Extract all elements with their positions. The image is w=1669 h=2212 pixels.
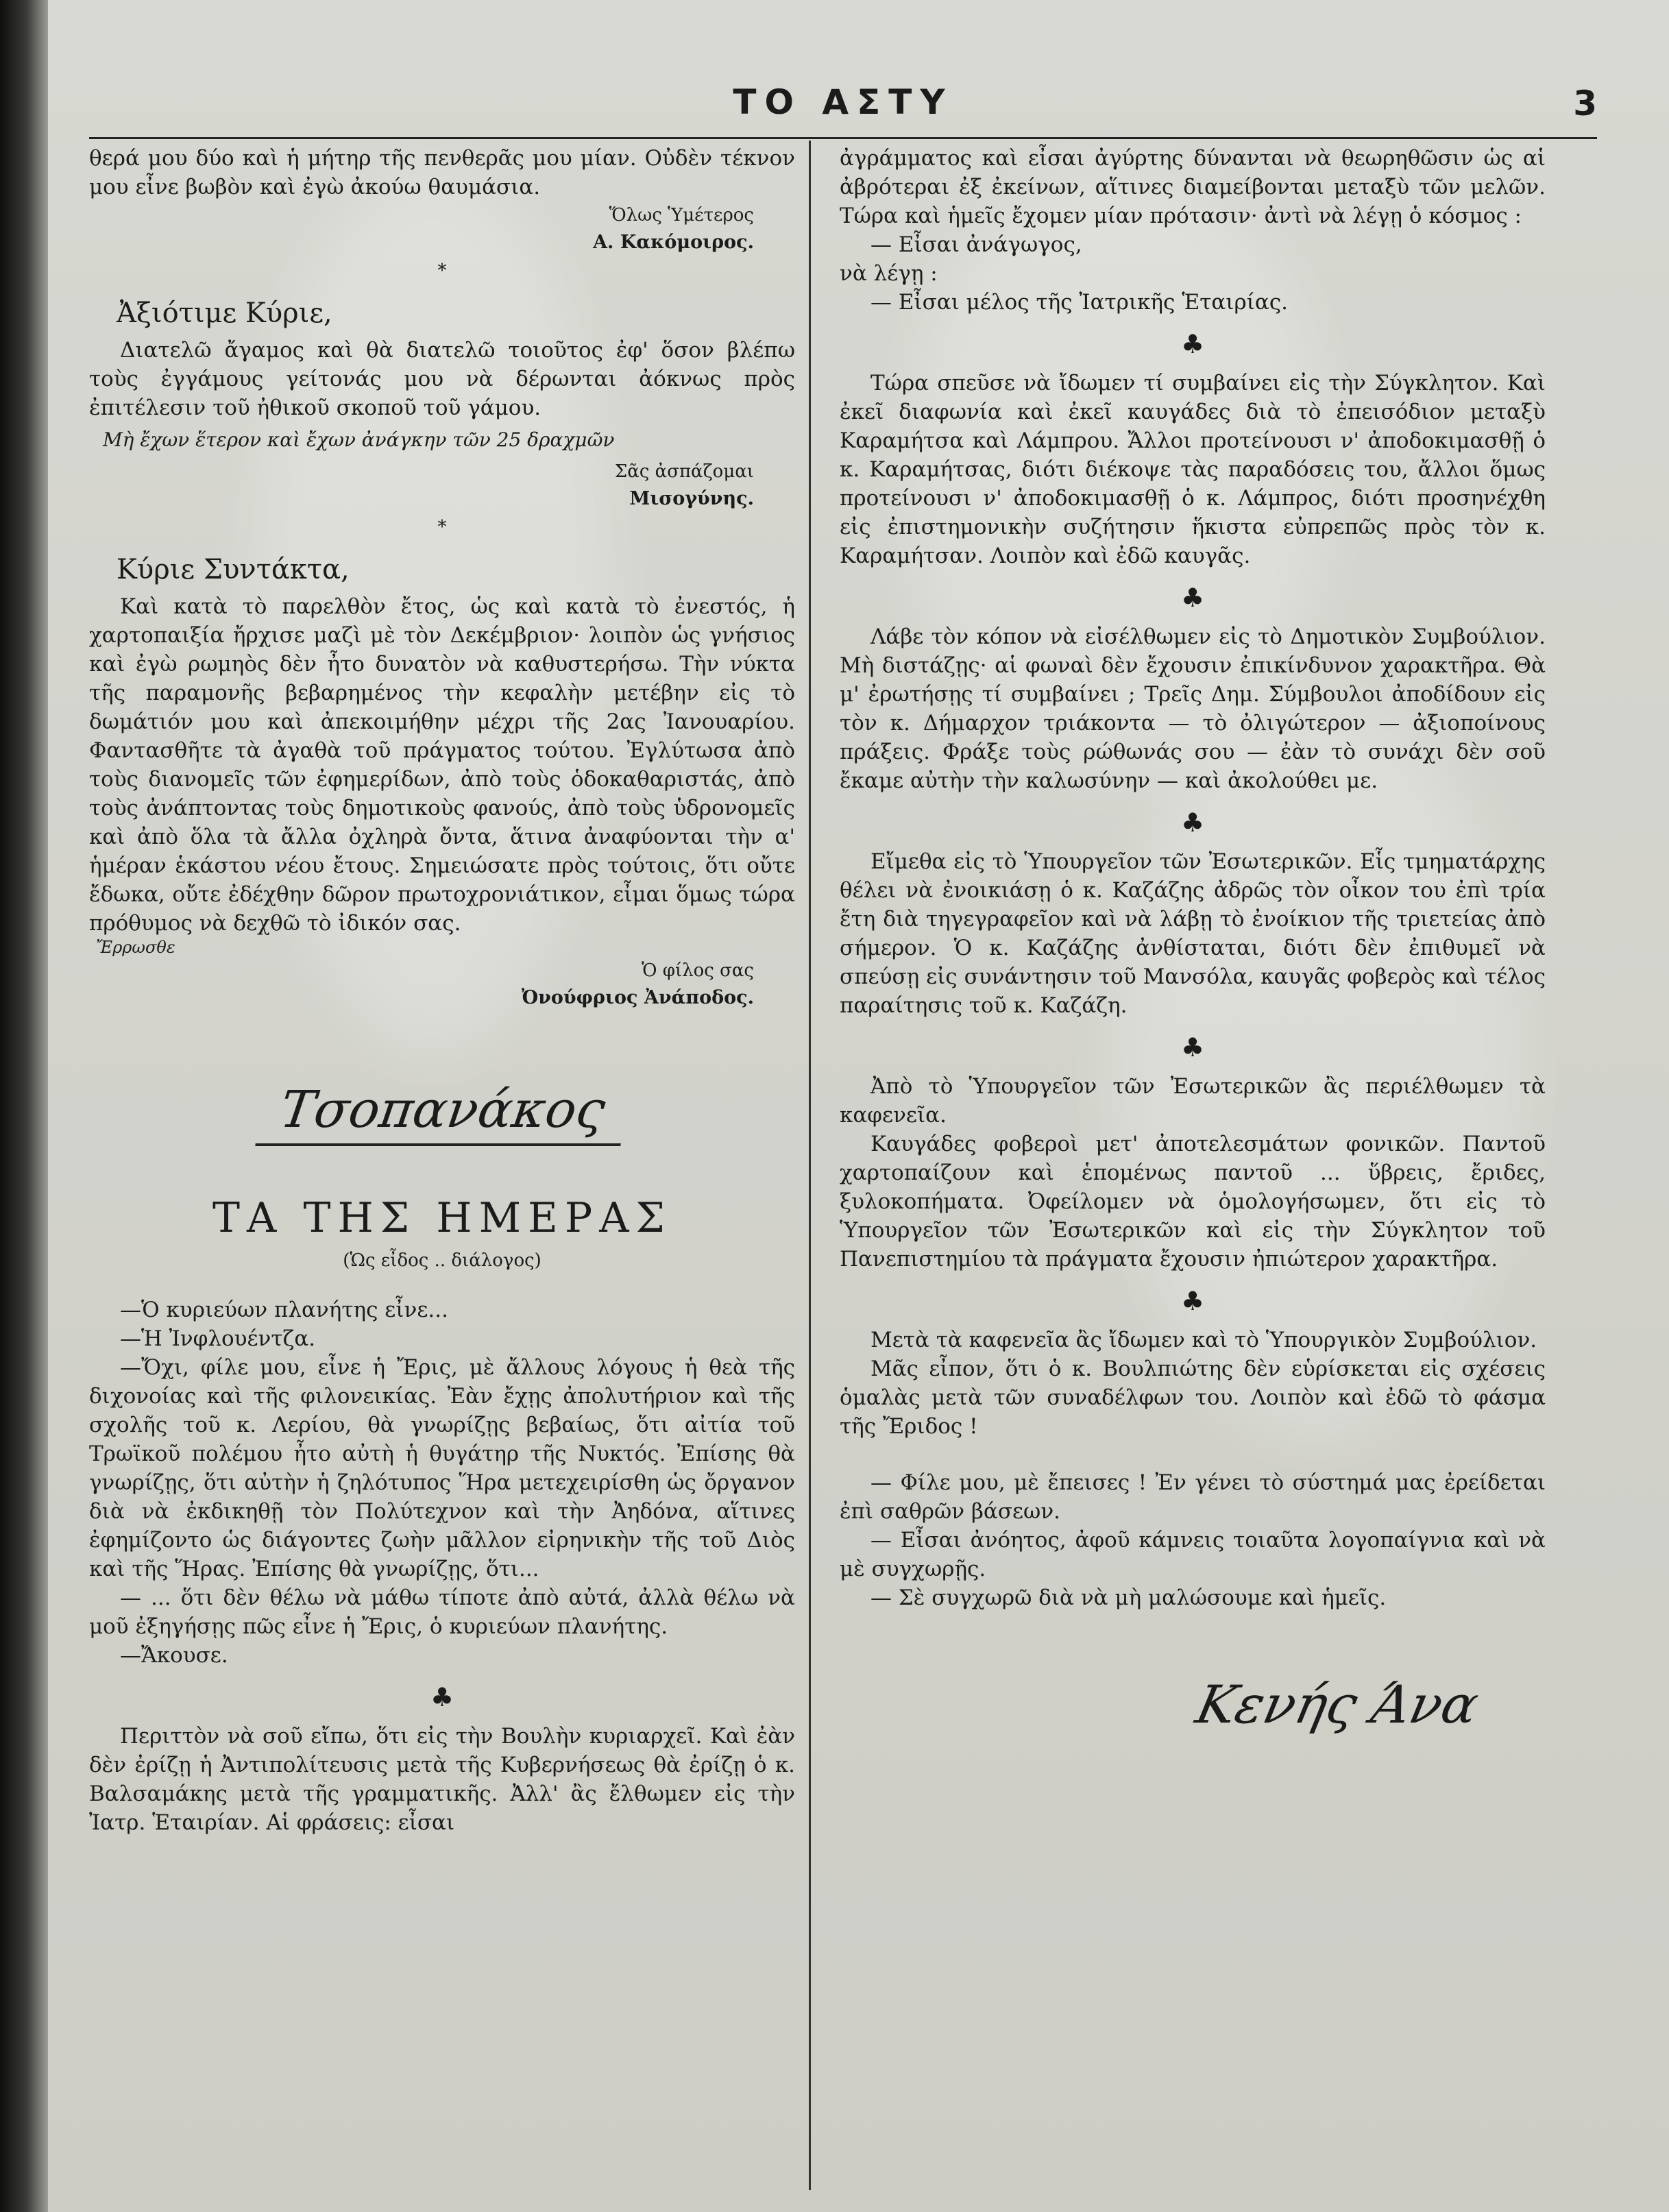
column-divider <box>809 141 811 2190</box>
letter2-author: Μισογύνης. <box>629 488 754 509</box>
cafes-intro: Ἀπὸ τὸ Ὑπουργεῖον τῶν Ἐσωτερικῶν ἂς περιέλθωμεν τὰ καφενεῖα. <box>840 1074 1546 1128</box>
dialogue-line: —Ἡ Ἰνφλουέντζα. <box>120 1326 316 1351</box>
book-binding-edge <box>0 0 48 2212</box>
left-column <box>89 144 795 1837</box>
letter1-body: θερά μου δύο καὶ ἡ μήτηρ τῆς πενθερᾶς μου μίαν. Οὐδὲν τέκνον μου εἶνε βωβὸν καὶ ἐγὼ ἀκούω θαυμάσια. <box>89 146 795 199</box>
section-separator: * <box>437 517 447 537</box>
right-intro: ἀγράμματος καὶ εἶσαι ἀγύρτης δύνανται νὰ θεωρηθῶσιν ὡς αἱ ἀβρότεραι ἐξ ἐκείνων, αἵτινες διαμείβονται μεταξὺ τῶν μελῶν. Τώρα καὶ ἡμεῖς ἔχομεν μίαν πρότασιν· ἀντὶ νὰ λέγῃ ὁ κόσμος : <box>840 146 1546 228</box>
dialogue-line: — Εἶσαι μέλος τῆς Ἰατρικῆς Ἑταιρίας. <box>870 290 1289 315</box>
dialogue-line: — ... ὅτι δὲν θέλω νὰ μάθω τίποτε ἀπὸ αὐτά, ἀλλὰ θέλω νὰ μοῦ ἐξηγήσῃς πῶς εἶνε ἡ Ἔρις, ὁ κυριεύων πλανήτης. <box>89 1585 795 1639</box>
editor-autograph <box>89 1080 795 1146</box>
cabinet-paragraph: Μᾶς εἶπον, ὅτι ὁ κ. Βουλπιώτης δὲν εὑρίσκεται εἰς σχέσεις ὁμαλὰς μετὰ τῶν συναδέλφων του. Λοιπὸν καὶ ἐδῶ τὸ φάσμα τῆς Ἔριδος ! <box>840 1357 1546 1439</box>
header-rule <box>89 137 1597 139</box>
letter2-sign-off: Σᾶς ἀσπάζομαι <box>614 461 754 482</box>
section-subheading: (Ὡς εἶδος .. διάλογος) <box>343 1250 541 1271</box>
dialogue-line: — Φίλε μου, μὲ ἔπεισες ! Ἐν γένει τὸ σύστημά μας ἐρείδεται ἐπὶ σαθρῶν βάσεων. <box>840 1470 1546 1524</box>
club-ornament-icon: ♣ <box>1180 1286 1205 1316</box>
ministry-paragraph: Εἴμεθα εἰς τὸ Ὑπουργεῖον τῶν Ἐσωτερικῶν. Εἷς τμηματάρχης θέλει νὰ ἐνοικιάσῃ ὁ κ. Καζάζης ἀδρῶς τὸν οἶκον του ἐπὶ τρία ἔτη διὰ τηγεγραφεῖον καὶ νὰ λάβῃ τὸ ἐνοίκιον τῆς τριετείας ἀπὸ σήμερον. Ὁ κ. Καζάζης ἀνθίσταται, διότι δὲν ἐπιθυμεῖ νὰ σπεύσῃ εἰς συνάντησιν τοῦ Μανσόλα, καυγᾶς φοβερὸς καὶ τέλος παραίτησις τοῦ κ. Καζάζη. <box>840 849 1546 1018</box>
letter1-sign-off: Ὅλως Ὑμέτερος <box>609 205 754 226</box>
letter3-sign-off: Ὁ φίλος σας <box>642 960 754 981</box>
section-final-paragraph: Περιττὸν νὰ σοῦ εἴπω, ὅτι εἰς τὴν Βουλὴν κυριαρχεῖ. Καὶ ἐὰν δὲν ἐρίζῃ ἡ Ἀντιπολίτευσις μετὰ τῆς Κυβερνήσεως θὰ ἐρίζῃ ὁ κ. Βαλσαμάκης μετὰ τῆς γραμματικῆς. Ἀλλ' ἂς ἔλθωμεν εἰς τὴν Ἰατρ. Ἑταιρίαν. Αἱ φράσεις: εἶσαι <box>89 1724 795 1835</box>
club-ornament-icon: ♣ <box>1180 807 1205 838</box>
letter2-note: Μὴ ἔχων ἕτερον καὶ ἔχων ἀνάγκην τῶν 25 δραχμῶν <box>103 428 615 451</box>
right-column <box>840 144 1546 1735</box>
club-ornament-icon: ♣ <box>430 1682 454 1712</box>
letter2-body: Διατελῶ ἄγαμος καὶ θὰ διατελῶ τοιοῦτος ἐφ' ὅσον βλέπω τοὺς ἐγγάμους γείτονάς μου νὰ δέρωνται ἀόκνως πρὸς ἐπιτέλεσιν τοῦ ἠθικοῦ σκοποῦ τοῦ γάμου. <box>89 338 795 420</box>
letter2-salutation: Ἀξιότιμε Κύριε, <box>117 297 332 329</box>
autograph-text: Κενής Άνα <box>1191 1674 1484 1735</box>
section-heading: ΤΑ ΤΗΣ ΗΜΕΡΑΣ <box>212 1194 672 1242</box>
council-paragraph: Λάβε τὸν κόπον νὰ εἰσέλθωμεν εἰς τὸ Δημοτικὸν Συμβούλιον. Μὴ διστάζῃς· αἱ φωναὶ δὲν ἔχουσιν ἐπικίνδυνον χαρακτῆρα. Θὰ μ' ἐρωτήσῃς τί συμβαίνει ; Τρεῖς Δημ. Σύμβουλοι ἀποδίδουν εἰς τὸν κ. Δήμαρχον τριάκοντα — τὸ ὀλιγώτερον — ἀξιοποίνους πράξεις. Φράξε τοὺς ρώθωνάς σου — ἐὰν τὸ συνάχι δὲν σοῦ ἔκαμε αὐτὴν τὴν καλωσύνην — καὶ ἀκολούθει με. <box>840 624 1546 793</box>
letter3-salutation: Κύριε Συντάκτα, <box>117 554 350 585</box>
letter1-signature <box>89 202 754 256</box>
club-ornament-icon: ♣ <box>1180 329 1205 359</box>
letter3-closing: Ἔρρωσθε <box>96 938 175 957</box>
right-mid: νὰ λέγῃ : <box>840 261 938 286</box>
dialogue-line: — Εἶσαι ἀνάγωγος, <box>870 232 1082 257</box>
club-ornament-icon: ♣ <box>1180 583 1205 613</box>
dialogue-line: — Σὲ συγχωρῶ διὰ νὰ μὴ μαλώσουμε καὶ ἡμεῖς. <box>870 1585 1387 1610</box>
masthead <box>89 75 1597 144</box>
page-number: 3 <box>1573 84 1597 123</box>
letter3-body: Καὶ κατὰ τὸ παρελθὸν ἔτος, ὡς καὶ κατὰ τὸ ἐνεστός, ἡ χαρτοπαιξία ἤρχισε μαζὶ μὲ τὸν Δεκέμβριον· λοιπὸν ὡς γνήσιος καὶ ἐγὼ ρωμηὸς δὲν ἦτο δυνατὸν νὰ καθυστερήσω. Τὴν νύκτα τῆς παραμονῆς βεβαρημένος τὴν κεφαλὴν μετέβην εἰς τὸ δωμάτιόν μου καὶ ἀπεκοιμήθην μέχρι τῆς 2ας Ἰανουαρίου. Φαντασθῆτε τὰ ἀγαθὰ τοῦ πράγματος τούτου. Ἐγλύτωσα ἀπὸ τοὺς διανομεῖς τῶν ἐφημερίδων, ἀπὸ τοὺς ὁδοκαθαριστάς, ἀπὸ τοὺς ἀνάπτοντας τοὺς δημοτικοὺς φανούς, ἀπὸ τοὺς ὑδρονομεῖς καὶ ἀπὸ ὅλα τὰ ἄλλα ὀχληρὰ ὄντα, ἅτινα ἀναφύονται τὴν α' ἡμέραν ἑκάστου νέου ἔτους. Σημειώσατε πρὸς τούτοις, ὅτι οὔτε ἔδωκα, οὔτε ἐδέχθην δῶρον πρωτοχρονιάτικον, εἶμαι ὅμως τώρα πρόθυμος νὰ δεχθῶ τὸ ἰδικόν σας. <box>89 594 795 936</box>
cafes-paragraph: Καυγάδες φοβεροὶ μετ' ἀποτελεσμάτων φονικῶν. Παντοῦ χαρτοπαίζουν καὶ ἑπομένως παντοῦ ... ὕβρεις, ἔριδες, ξυλοκοπήματα. Ὀφείλομεν νὰ ὁμολογήσωμεν, ὅτι εἰς τὸ Ὑπουργεῖον τῶν Ἐσωτερικῶν καὶ εἰς τὴν Σύγκλητον τοῦ Πανεπιστημίου τὰ πράγματα ἔχουσιν ἠπιώτερον χαρακτῆρα. <box>840 1132 1546 1272</box>
autograph-text: Τσοπανάκος <box>255 1080 629 1146</box>
cabinet-intro: Μετὰ τὰ καφενεῖα ἂς ἴδωμεν καὶ τὸ Ὑπουργικὸν Συμβούλιον. <box>870 1328 1537 1352</box>
letter3-author: Ὀνούφριος Ἀνάποδος. <box>521 987 754 1008</box>
dialogue-line: — Εἶσαι ἀνόητος, ἀφοῦ κάμνεις τοιαῦτα λογοπαίγνια καὶ νὰ μὲ συγχωρῇς. <box>840 1528 1546 1581</box>
newspaper-title: ΤΟ ΑΣΤΥ <box>733 82 953 122</box>
author-autograph <box>840 1674 1484 1735</box>
letter2-signature <box>89 458 754 513</box>
club-ornament-icon: ♣ <box>1180 1032 1205 1062</box>
dialogue-line: —Ὄχι, φίλε μου, εἶνε ἡ Ἔρις, μὲ ἄλλους λόγους ἡ θεὰ τῆς διχονοίας καὶ τῆς φιλονεικίας. Ἐὰν ἔχῃς ἀπολυτήριον καὶ τῆς σχολῆς τοῦ κ. Λερίου, θὰ γνωρίζῃς βεβαίως, ὅτι αἰτία τοῦ Τρωϊκοῦ πολέμου ἦτο αὐτὴ ἡ θυγάτηρ τῆς Νυκτός. Ἐπίσης θὰ γνωρίζῃς, ὅτι αὐτὴν ἡ ζηλότυπος Ἥρα μετεχειρίσθη ὡς ὄργανον διὰ νὰ ἐκδικηθῇ τὸν Πολύτεχνον καὶ τὴν Ἀηδόνα, αἵτινες ἐφημίζοντο ὡς διάγοντες ζωὴν μᾶλλον εἰρηνικὴν τῆς τοῦ Διὸς καὶ τῆς Ἥρας. Ἐπίσης θὰ γνωρίζῃς, ὅτι... <box>89 1355 795 1581</box>
section-separator: * <box>437 260 447 281</box>
newspaper-page <box>48 0 1669 2212</box>
letter1-author: Α. Κακόμοιρος. <box>593 232 754 253</box>
dialogue-line: —Ἄκουσε. <box>120 1643 228 1668</box>
dialogue-line: —Ὁ κυριεύων πλανήτης εἶνε... <box>120 1298 448 1322</box>
letter3-signature <box>89 957 754 1012</box>
senate-paragraph: Τώρα σπεῦσε νὰ ἴδωμεν τί συμβαίνει εἰς τὴν Σύγκλητον. Καὶ ἐκεῖ διαφωνία καὶ ἐκεῖ καυγάδες διὰ τὸ ἐπεισόδιον μεταξὺ Καραμήτσα καὶ Λάμπρου. Ἄλλοι προτείνουσι ν' ἀποδοκιμασθῇ ὁ κ. Καραμήτσας, διότι διέκοψε τὰς παραδόσεις του, ἄλλοι ὅμως προτείνουσι ν' ἀποδοκιμασθῇ ὁ κ. Λάμπρος, διότι προσηνέχθη εἰς ἐπιστημονικὴν συζήτησιν ἥκιστα εὐπρεπῶς πρὸς τὸν κ. Καραμήτσαν. Λοιπὸν καὶ ἐδῶ καυγᾶς. <box>840 371 1546 568</box>
